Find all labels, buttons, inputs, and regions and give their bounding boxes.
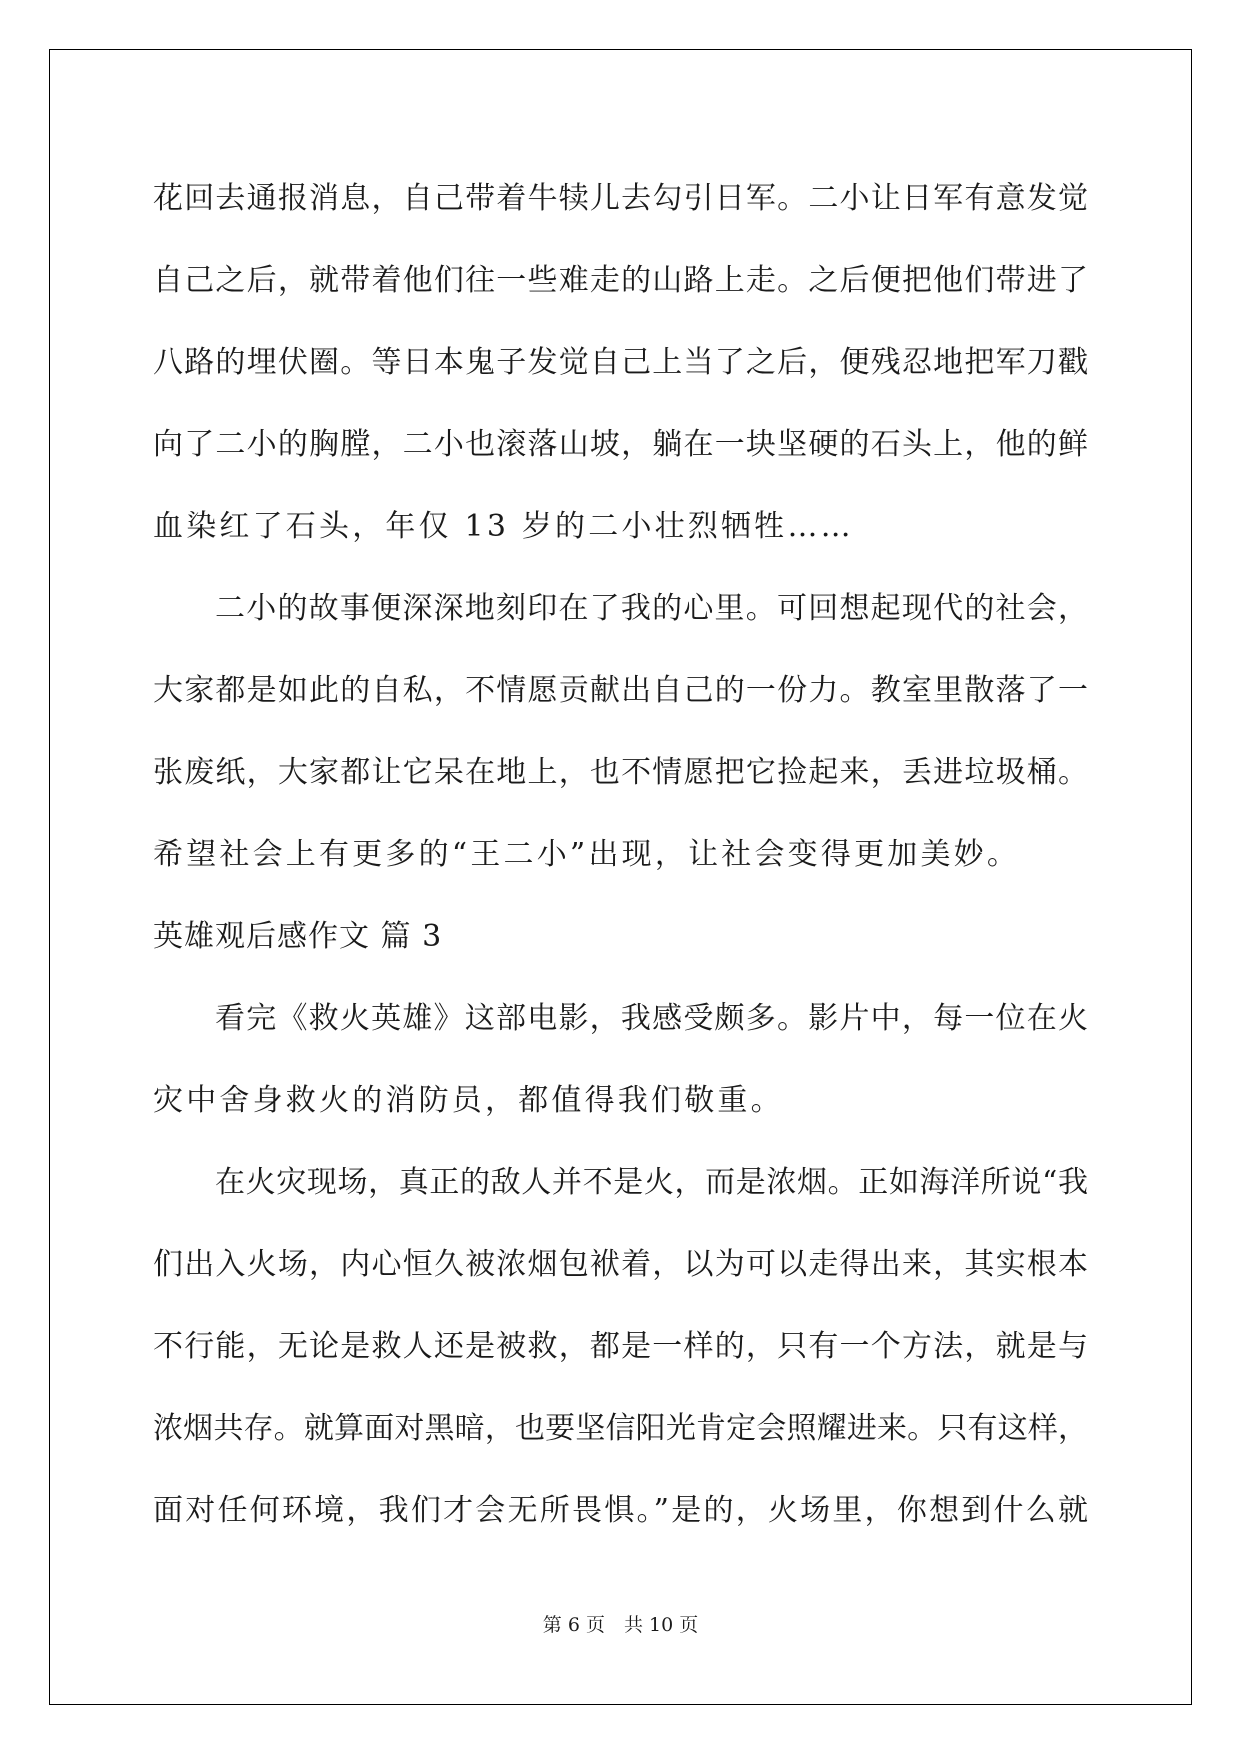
paragraph-line: 面对任何环境，我们才会无所畏惧。”是的，火场里，你想到什么就 [153,1493,1088,1528]
paragraph-line: 看完《救火英雄》这部电影，我感受颇多。影片中，每一位在火 [215,1001,1088,1036]
paragraph-line: 花回去通报消息，自己带着牛犊儿去勾引日军。二小让日军有意发觉 [153,181,1088,216]
paragraph-line: 向了二小的胸膛，二小也滚落山坡，躺在一块坚硬的石头上，他的鲜 [153,427,1088,462]
document-body [153,158,1088,1552]
paragraph-line: 在火灾现场，真正的敌人并不是火，而是浓烟。正如海洋所说“我 [215,1165,1088,1200]
page-number-footer: 第 6 页 共 10 页 [542,1614,699,1636]
section-heading: 英雄观后感作文 篇 3 [153,919,443,954]
paragraph-line: 自己之后，就带着他们往一些难走的山路上走。之后便把他们带进了 [153,263,1088,298]
paragraph-line: 希望社会上有更多的“王二小”出现，让社会变得更加美妙。 [153,837,1021,872]
paragraph-line: 八路的埋伏圈。等日本鬼子发觉自己上当了之后，便残忍地把军刀戳 [153,345,1088,380]
paragraph-line: 灾中舍身救火的消防员，都值得我们敬重。 [153,1083,784,1118]
paragraph-line: 血染红了石头，年仅 13 岁的二小壮烈牺牲…… [153,509,854,544]
paragraph-line: 大家都是如此的自私，不情愿贡献出自己的一份力。教室里散落了一 [153,673,1088,708]
paragraph-line: 张废纸，大家都让它呆在地上，也不情愿把它捡起来，丢进垃圾桶。 [153,755,1088,790]
paragraph-line: 浓烟共存。就算面对黑暗，也要坚信阳光肯定会照耀进来。只有这样， [153,1411,1088,1446]
paragraph-line: 不行能，无论是救人还是被救，都是一样的，只有一个方法，就是与 [153,1329,1088,1364]
paragraph-line: 二小的故事便深深地刻印在了我的心里。可回想起现代的社会， [215,591,1088,626]
paragraph-line: 们出入火场，内心恒久被浓烟包袱着，以为可以走得出来，其实根本 [153,1247,1088,1282]
